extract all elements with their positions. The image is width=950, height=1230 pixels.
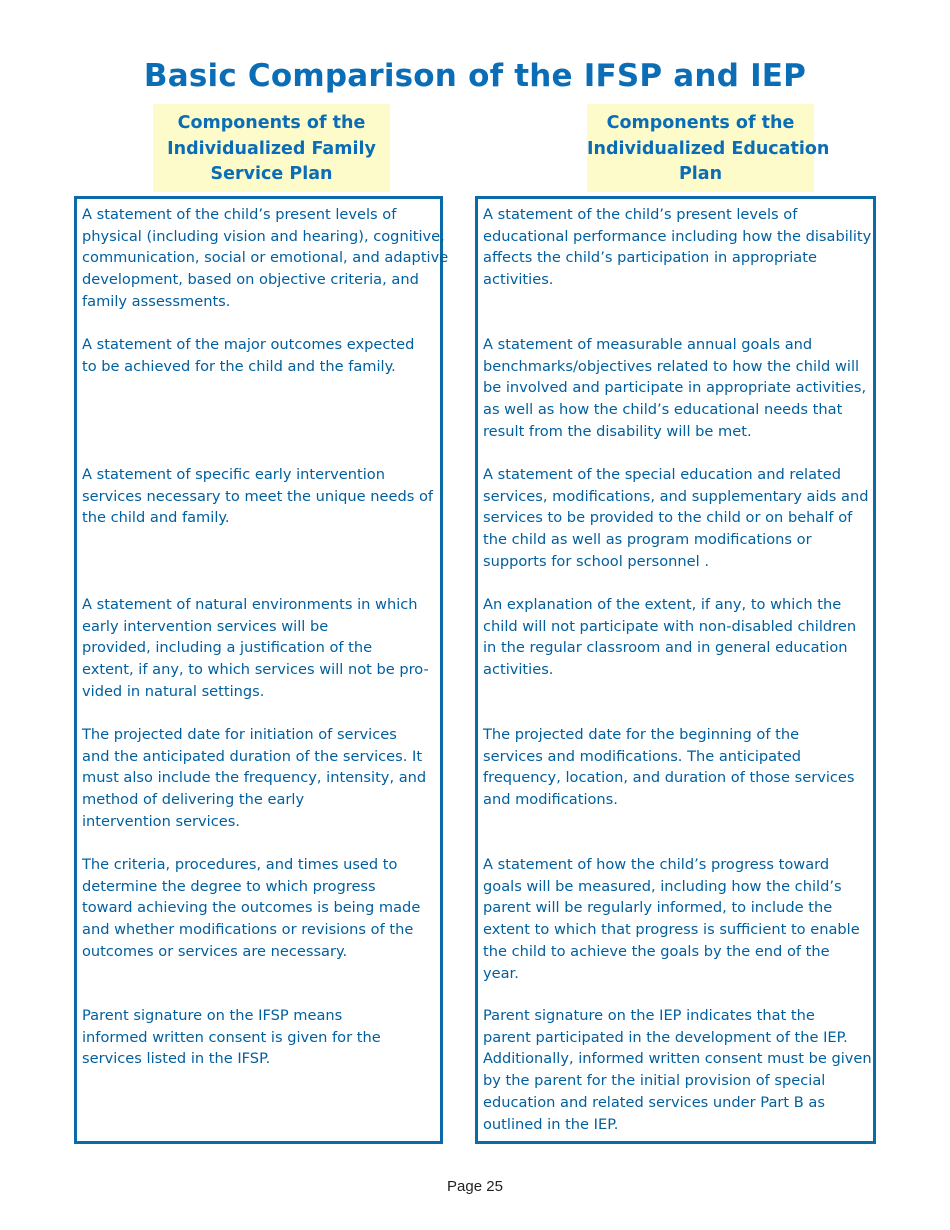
header-line: Service Plan — [210, 164, 333, 184]
header-line: Plan — [678, 164, 723, 184]
item-line: goals will be measured, including how the child’s — [483, 877, 842, 895]
iep-item — [483, 724, 855, 811]
item-line: activities. — [483, 271, 554, 289]
iep-item — [483, 334, 866, 443]
item-line: education and related services under Part B as — [483, 1093, 825, 1111]
item-line: family assessments. — [82, 292, 231, 310]
ifsp-item — [82, 1005, 381, 1070]
item-line: child will not participate with non-disabled children — [483, 617, 857, 635]
item-line: year. — [483, 964, 519, 982]
item-line: vided in natural settings. — [82, 682, 265, 700]
item-line: physical (including vision and hearing), cognitive, — [82, 227, 445, 245]
item-line: parent participated in the development of the IEP. — [483, 1028, 848, 1046]
iep-item — [483, 854, 860, 984]
item-line: in the regular classroom and in general education — [483, 639, 848, 657]
header-line: Components of the — [606, 113, 795, 133]
ifsp-item — [82, 204, 448, 313]
iep-item — [483, 464, 868, 573]
item-line: and the anticipated duration of the services. It — [82, 747, 423, 765]
ifsp-item — [82, 594, 429, 703]
item-line: An explanation of the extent, if any, to which the — [483, 596, 842, 613]
item-line: Additionally, informed written consent must be given — [483, 1050, 872, 1068]
item-line: A statement of natural environments in which — [82, 596, 418, 613]
item-line: A statement of how the child’s progress toward — [483, 856, 830, 873]
item-line: method of delivering the early — [82, 791, 305, 809]
item-line: A statement of the special education and related — [483, 466, 842, 483]
item-line: the child as well as program modifications or — [483, 531, 812, 549]
item-line: Parent signature on the IFSP means — [82, 1007, 343, 1024]
ifsp-item — [82, 464, 433, 529]
iep-item — [483, 594, 856, 681]
item-line: and modifications. — [483, 791, 618, 809]
item-line: Parent signature on the IEP indicates that the — [483, 1007, 815, 1024]
item-line: The projected date for initiation of services — [82, 726, 397, 743]
item-line: educational performance including how the disability — [483, 227, 872, 245]
header-line: Components of the — [177, 113, 366, 133]
item-line: to be achieved for the child and the family. — [82, 357, 396, 375]
item-line: as well as how the child’s educational needs that — [483, 401, 843, 419]
item-line: toward achieving the outcomes is being made — [82, 899, 421, 917]
item-line: A statement of measurable annual goals and — [483, 336, 813, 353]
item-line: must also include the frequency, intensity, and — [82, 769, 427, 787]
item-line: development, based on objective criteria, and — [82, 271, 419, 289]
item-line: frequency, location, and duration of those services — [483, 769, 855, 787]
ifsp-components-box — [74, 196, 449, 1144]
iep-column-header — [587, 104, 830, 192]
item-line: provided, including a justification of the — [82, 639, 373, 657]
item-line: services necessary to meet the unique needs of — [82, 487, 434, 505]
item-line: result from the disability will be met. — [483, 422, 752, 440]
item-line: supports for school personnel . — [483, 552, 709, 570]
item-line: outlined in the IEP. — [483, 1115, 619, 1133]
item-line: services to be provided to the child or on behalf of — [483, 509, 853, 527]
item-line: activities. — [483, 661, 554, 679]
item-line: services, modifications, and supplementary aids and — [483, 487, 869, 505]
item-line: communication, social or emotional, and adaptive — [82, 249, 449, 267]
item-line: services listed in the IFSP. — [82, 1050, 271, 1068]
page-title: Basic Comparison of the IFSP and IEP — [143, 58, 807, 94]
item-line: A statement of specific early intervention — [82, 466, 385, 483]
item-line: early intervention services will be — [82, 617, 329, 635]
item-line: A statement of the child’s present levels of — [82, 206, 397, 223]
iep-item — [483, 204, 871, 291]
item-line: parent will be regularly informed, to include the — [483, 899, 833, 917]
item-line: benchmarks/objectives related to how the child will — [483, 357, 860, 375]
item-line: A statement of the major outcomes expected — [82, 336, 415, 353]
item-line: outcomes or services are necessary. — [82, 942, 348, 960]
item-line: by the parent for the initial provision of special — [483, 1072, 826, 1090]
item-line: extent, if any, to which services will not be pro- — [82, 661, 429, 679]
item-line: be involved and participate in appropriate activities, — [483, 379, 867, 397]
iep-components-box — [475, 196, 876, 1144]
iep-item — [483, 1005, 872, 1135]
item-line: A statement of the child’s present levels of — [483, 206, 798, 223]
header-line: Individualized Education — [587, 138, 830, 159]
item-line: the child to achieve the goals by the end of the — [483, 942, 830, 960]
item-line: affects the child’s participation in appropriate — [483, 249, 817, 267]
item-line: intervention services. — [82, 812, 240, 830]
ifsp-item — [82, 334, 414, 377]
header-line: Individualized Family — [167, 138, 376, 159]
ifsp-column-header — [153, 104, 390, 192]
item-line: informed written consent is given for the — [82, 1028, 381, 1046]
item-line: The criteria, procedures, and times used to — [82, 856, 398, 873]
page-number: Page 25 — [447, 1178, 503, 1195]
item-line: services and modifications. The anticipated — [483, 747, 802, 765]
item-line: the child and family. — [82, 509, 230, 527]
ifsp-item — [82, 854, 420, 963]
item-line: determine the degree to which progress — [82, 877, 376, 895]
item-line: The projected date for the beginning of the — [483, 726, 800, 743]
item-line: extent to which that progress is sufficient to enable — [483, 921, 860, 939]
ifsp-item — [82, 724, 426, 833]
item-line: and whether modifications or revisions of the — [82, 921, 414, 939]
